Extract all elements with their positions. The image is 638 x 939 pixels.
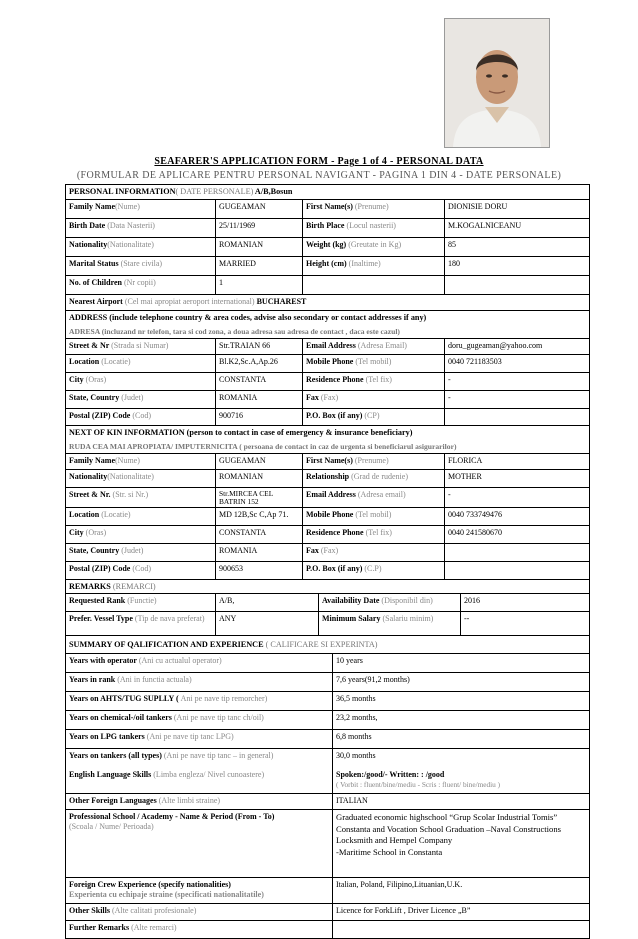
fax-field[interactable]: - [448,393,451,402]
school-line: Graduated economic highschool “Grup Scolar Industrial Tomis” [336,812,558,822]
table-row [66,544,589,562]
english-skills-hint: ( Vorbit : fluent/bine/mediu - Scris : fluent/ bine/mediu ) [336,780,501,789]
email-label: Email Address (Adresa Email) [303,339,445,354]
kin-section-subheader: RUDA CEA MAI APROPIATA/ IMPUTERNICITA ( persoana de contact in caz de urgenta si beneficiarul asigurarilor) [66,441,589,454]
crew-experience-label: Foreign Crew Experience (specify nationalities) Experienta cu echipaje straine (specificati nationalitatile) [66,878,333,903]
form-subtitle: (FORMULAR DE APLICARE PENTRU PERSONAL NAVIGANT - PAGINA 1 DIN 4 - DATE PERSONALE) [76,170,562,181]
marital-status-field[interactable]: MARRIED [216,257,303,275]
table-row [66,339,589,355]
kin-fax-field[interactable] [445,544,589,561]
kin-nationality-field[interactable]: ROMANIAN [216,470,303,487]
table-row [66,654,589,673]
experience-label: Years on LPG tankers (Ani pe nave tip tanc LPG) [66,730,333,748]
relationship-field[interactable]: MOTHER [448,472,482,481]
pobox-label: P.O. Box (if any) (CP) [303,409,445,425]
kin-state-field[interactable]: ROMANIA [216,544,303,561]
school-field[interactable] [333,810,589,877]
kin-city-label: City (Oras) [66,526,216,543]
street-label: Street & Nr (Strada si Numar) [66,339,216,354]
table-row [66,238,589,257]
experience-value-field[interactable]: 23,2 months, [336,713,378,722]
kin-city-field[interactable]: CONSTANTA [216,526,303,543]
other-skills-label: Other Skills (Alte calitati profesionale) [66,904,333,920]
kin-state-label: State, Country (Judet) [66,544,216,561]
other-skills-field[interactable]: Licence for ForkLift , Driver Licence „B” [336,906,471,915]
table-row [66,749,589,768]
table-row [66,454,589,470]
family-name-label: Family Name(Nume) [66,200,216,218]
empty-cell [303,276,445,294]
height-field[interactable]: 180 [448,259,460,268]
table-row [66,219,589,238]
city-label: City (Oras) [66,373,216,390]
section-title: PERSONAL INFORMATION [69,187,176,196]
vessel-type-field[interactable]: ANY [216,612,319,635]
state-field[interactable]: ROMANIA [216,391,303,408]
experience-label: Years with operator (Ani cu actualul operator) [66,654,333,672]
person-photo-icon [445,19,549,147]
experience-value-field[interactable]: 30,0 months [336,751,376,760]
kin-street-field[interactable]: Str.MIRCEA CEL BATRIN 152 [216,488,303,507]
kin-first-name-label: First Name(s) (Prenume) [303,454,445,469]
email-field[interactable]: doru_gugeaman@yahoo.com [448,341,543,350]
relationship-label: Relationship (Grad de rudenie) [303,470,445,487]
table-row [66,409,589,426]
kin-email-label: Email Address (Adresa email) [303,488,445,507]
table-row [66,692,589,711]
kin-section-header: NEXT OF KIN INFORMATION (person to contact in case of emergency & insurance beneficiary) [69,428,413,437]
table-row [66,391,589,409]
school-label: Professional School / Academy - Name & Period (From - To) (Scoala / Nume/ Perioada) [66,810,333,877]
birth-place-field[interactable]: M.KOGALNICEANU [448,221,522,230]
empty-cell [445,276,589,294]
address-section-header: ADDRESS (include telephone country & area codes, advise also secondary or contact addresses if any) [69,313,427,322]
location-label: Location (Locatie) [66,355,216,372]
kin-first-name-field[interactable]: FLORICA [448,456,483,465]
form-title: SEAFARER'S APPLICATION FORM - Page 1 of 4 - PERSONAL DATA [154,156,484,167]
table-row [66,470,589,488]
salary-field[interactable]: -- [464,614,470,623]
kin-residence-phone-label: Residence Phone (Tel fix) [303,526,445,543]
table-row [66,373,589,391]
salary-label: Minimum Salary (Salariu minim) [319,612,461,635]
pobox-field[interactable] [445,409,589,425]
location-field[interactable]: Bl.K2,Sc.A,Ap.26 [216,355,303,372]
experience-value-field[interactable]: 6,8 months [336,732,372,741]
kin-location-label: Location (Locatie) [66,508,216,525]
further-remarks-label: Further Remarks (Alte remarci) [66,921,333,938]
zip-field[interactable]: 900716 [216,409,303,425]
summary-section-header: SUMMARY OF QALIFICATION AND EXPERIENCE ( CALIFICARE SI EXPERINTA) [66,636,589,654]
table-row [66,508,589,526]
birth-date-label: Birth Date (Data Nasterii) [66,219,216,237]
table-row [66,355,589,373]
weight-field[interactable]: 85 [448,240,456,249]
table-row [66,768,589,794]
experience-label: Years on tankers (all types) (Ani pe nave tip tanc – in general) [66,749,333,768]
kin-zip-field[interactable]: 900653 [216,562,303,579]
rank-field[interactable]: A/B, [216,594,319,611]
table-row [66,562,589,580]
kin-location-field[interactable]: MD 12B,Sc C,Ap 71. [216,508,303,525]
children-label: No. of Children (Nr copii) [66,276,216,294]
rank-summary: A/B,Bosun [254,187,293,196]
kin-family-name-label: Family Name(Nume) [66,454,216,469]
kin-family-name-field[interactable]: GUGEAMAN [216,454,303,469]
table-row [66,276,589,295]
other-languages-label: Other Foreign Languages (Alte limbi straine) [66,794,333,809]
kin-zip-label: Postal (ZIP) Code (Cod) [66,562,216,579]
table-row [66,488,589,508]
english-skills-value: Spoken:/good/- Written: : /good [336,770,445,779]
kin-mobile-label: Mobile Phone (Tel mobil) [303,508,445,525]
table-row [66,594,589,612]
further-remarks-field[interactable] [333,921,589,938]
street-field[interactable]: Str.TRAIAN 66 [216,339,303,354]
birth-date-field[interactable]: 25/11/1969 [216,219,303,237]
availability-field[interactable]: 2016 [464,596,480,605]
kin-mobile-field[interactable]: 0040 733749476 [448,510,502,519]
kin-pobox-field[interactable] [445,562,589,579]
experience-label: Years in rank (Ani in functia actuala) [66,673,333,691]
mobile-field[interactable]: 0040 721183503 [448,357,502,366]
table-row [66,794,589,810]
kin-street-label: Street & Nr. (Str. si Nr.) [66,488,216,507]
english-skills-field[interactable] [333,768,589,793]
zip-label: Postal (ZIP) Code (Cod) [66,409,216,425]
experience-label: Years on AHTS/TUG SUPLLY ( Ani pe nave tip remorcher) [66,692,333,710]
kin-pobox-label: P.O. Box (if any) (C.P) [303,562,445,579]
crew-experience-field[interactable]: Italian, Poland, Filipino,Lituanian,U.K. [336,880,463,889]
summary-rows [66,654,589,768]
kin-residence-phone-field[interactable]: 0040 241580670 [448,528,502,537]
school-line: -Maritime School in Constanta [336,846,443,857]
nearest-airport-row: Nearest Airport (Cel mai apropiat aeroport international) BUCHAREST [69,297,307,306]
experience-value-field[interactable]: 10 years [336,656,363,665]
birth-place-label: Birth Place (Locul nasterii) [303,219,445,237]
experience-label: Years on chemical-/oil tankers (Ani pe nave tip tanc ch/oil) [66,711,333,729]
table-row [66,200,589,219]
table-row [66,904,589,921]
vessel-type-label: Prefer. Vessel Type (Tip de nava preferat) [66,612,216,635]
address-section-subheader: ADRESA (incluzand nr telefon, tara si cod zona, a doua adresa sau adresa de contact , daca este cazul) [66,326,589,339]
kin-email-field[interactable]: - [448,490,451,499]
school-line: Constanta and Vocation School Graduation –Naval Constructions [336,823,561,834]
residence-phone-field[interactable]: - [448,375,451,384]
table-row [66,711,589,730]
first-name-label: First Name(s) (Prenume) [303,200,445,218]
application-form [65,184,590,939]
table-row [66,921,589,938]
availability-label: Availability Date (Disponibil din) [319,594,461,611]
remarks-section-header: REMARKS (REMARCI) [66,580,589,594]
table-row [66,257,589,276]
experience-value-field[interactable]: 36,5 months [336,694,376,703]
table-row [66,295,589,311]
weight-label: Weight (kg) (Greutate in Kg) [303,238,445,256]
table-row [66,878,589,904]
nationality-label: Nationality(Nationalitate) [66,238,216,256]
table-row [66,612,589,636]
height-label: Height (cm) (Inaltime) [303,257,445,275]
mobile-label: Mobile Phone (Tel mobil) [303,355,445,372]
english-skills-label: English Language Skills (Limba engleza/ Nivel cunoastere) [66,768,333,793]
state-label: State, Country (Judet) [66,391,216,408]
kin-nationality-label: Nationality(Nationalitate) [66,470,216,487]
other-languages-field[interactable]: ITALIAN [336,796,368,805]
nearest-airport-field[interactable]: BUCHAREST [256,297,307,306]
table-row [66,810,589,878]
residence-phone-label: Residence Phone (Tel fix) [303,373,445,390]
table-row [66,730,589,749]
city-field[interactable]: CONSTANTA [216,373,303,390]
family-name-field[interactable]: GUGEAMAN [216,200,303,218]
marital-status-label: Marital Status (Stare civila) [66,257,216,275]
school-line: Locksmith and Hempel Company [336,835,453,845]
personal-section-header [66,185,589,200]
applicant-photo [444,18,550,148]
rank-label: Requested Rank (Functie) [66,594,216,611]
kin-fax-label: Fax (Fax) [303,544,445,561]
first-name-field[interactable]: DIONISIE DORU [448,202,508,211]
table-row [66,673,589,692]
experience-value-field[interactable]: 7,6 years(91,2 months) [336,675,410,684]
fax-label: Fax (Fax) [303,391,445,408]
nationality-field[interactable]: ROMANIAN [216,238,303,256]
children-field[interactable]: 1 [216,276,303,294]
table-row [66,526,589,544]
section-title-translation: ( DATE PERSONALE) [175,187,254,196]
